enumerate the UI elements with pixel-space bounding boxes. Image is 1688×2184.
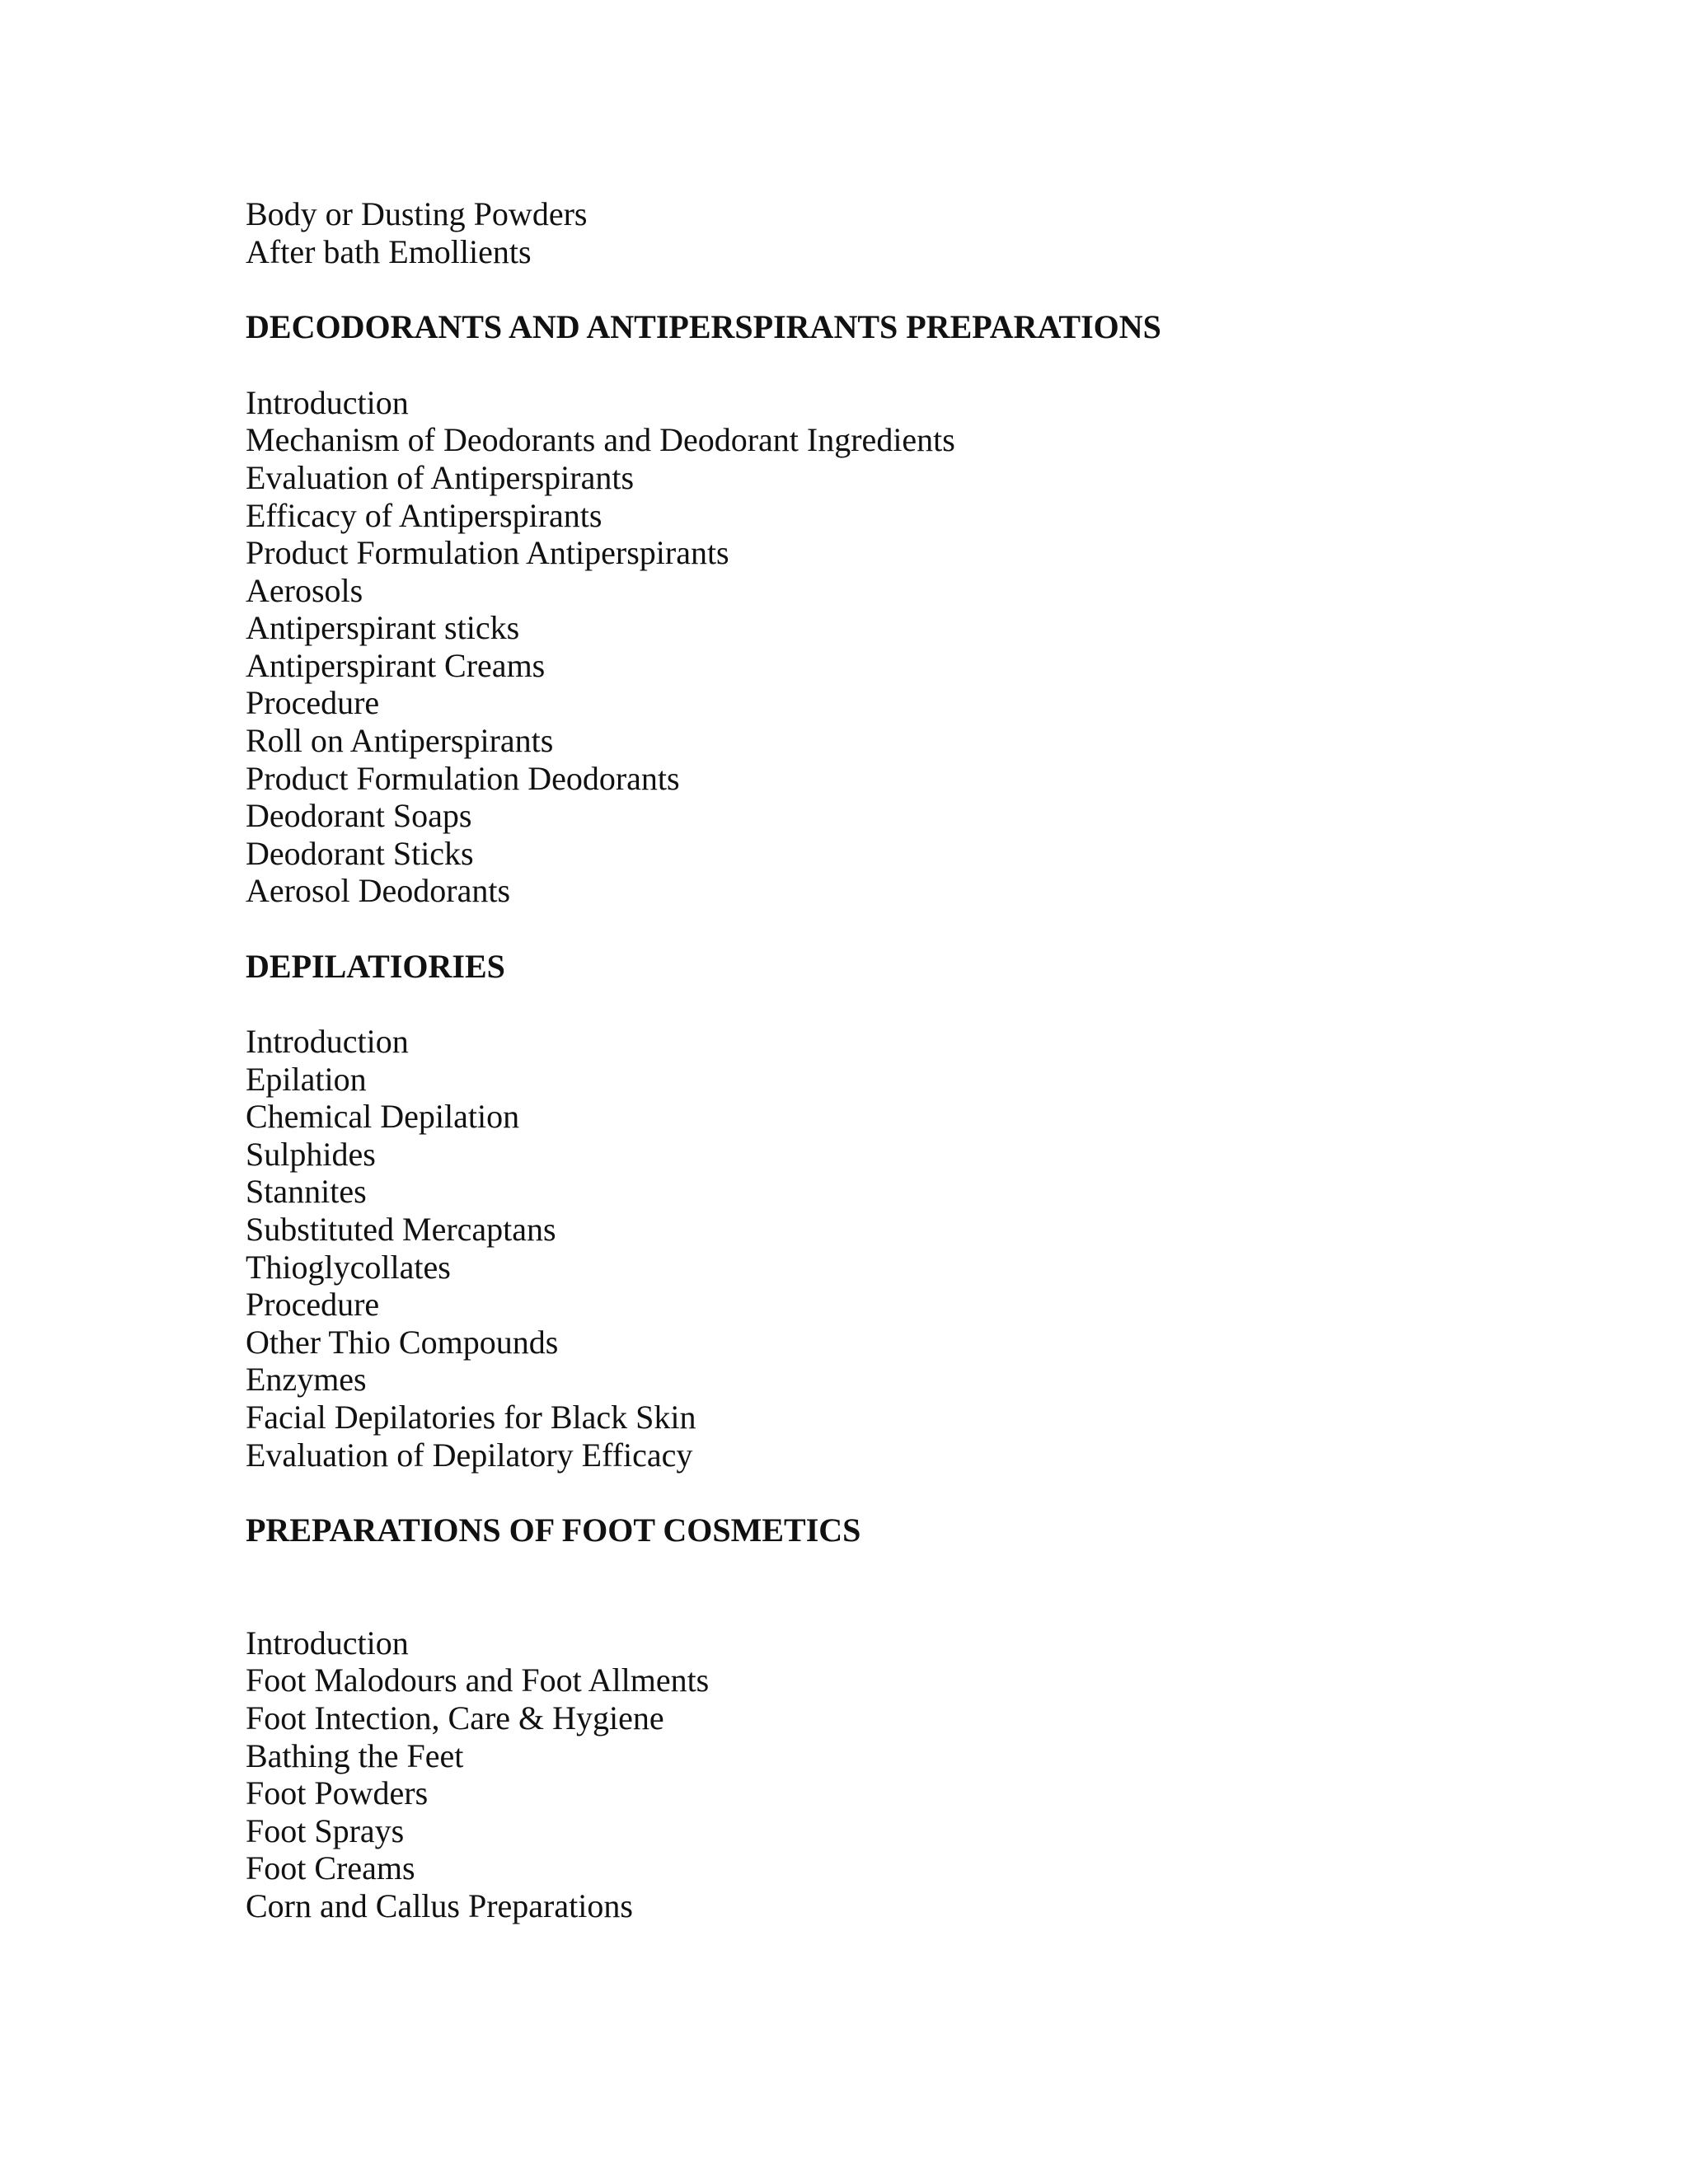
section-heading: PREPARATIONS OF FOOT COSMETICS [246,1511,861,1549]
list-item: Aerosols [246,572,363,609]
list-item: Introduction [246,1023,409,1060]
list-item: Product Formulation Deodorants [246,760,680,797]
list-item: Product Formulation Antiperspirants [246,534,729,571]
section-heading: DEPILATIORIES [246,948,505,985]
list-item: Corn and Callus Preparations [246,1887,633,1924]
list-item: Sulphides [246,1136,376,1173]
list-item: Thioglycollates [246,1249,451,1286]
list-item: Epilation [246,1061,367,1098]
list-item: Facial Depilatories for Black Skin [246,1399,696,1436]
list-item: Roll on Antiperspirants [246,722,554,759]
list-item: Body or Dusting Powders [246,195,588,232]
list-item: Other Thio Compounds [246,1324,559,1361]
list-item: Stannites [246,1173,367,1210]
list-item: Bathing the Feet [246,1737,464,1774]
list-item: Chemical Depilation [246,1098,520,1135]
list-item: Substituted Mercaptans [246,1211,556,1248]
list-item: Evaluation of Depilatory Efficacy [246,1436,693,1474]
list-item: Introduction [246,384,409,421]
list-item: After bath Emollients [246,233,532,270]
list-item: Introduction [246,1624,409,1661]
list-item: Foot Intection, Care & Hygiene [246,1699,664,1736]
list-item: Deodorant Sticks [246,835,474,872]
section-heading: DECODORANTS AND ANTIPERSPIRANTS PREPARATIONS [246,308,1161,345]
list-item: Antiperspirant sticks [246,609,520,646]
list-item: Foot Powders [246,1774,429,1811]
list-item: Foot Creams [246,1849,415,1886]
list-item: Foot Sprays [246,1812,405,1849]
list-item: Procedure [246,1286,380,1323]
list-item: Enzymes [246,1361,367,1398]
list-item: Procedure [246,684,380,721]
list-item: Mechanism of Deodorants and Deodorant Ingredients [246,421,955,458]
list-item: Evaluation of Antiperspirants [246,459,635,496]
list-item: Aerosol Deodorants [246,872,511,909]
list-item: Efficacy of Antiperspirants [246,497,603,534]
list-item: Antiperspirant Creams [246,647,546,684]
list-item: Foot Malodours and Foot Allments [246,1661,710,1699]
list-item: Deodorant Soaps [246,797,472,834]
